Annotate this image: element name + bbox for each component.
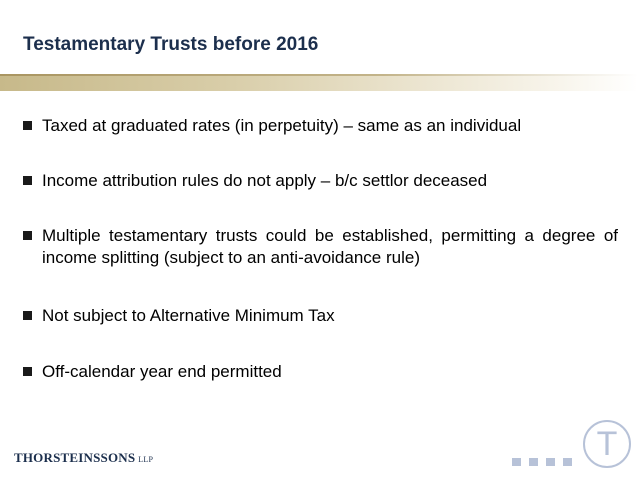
bullet-item [23, 170, 618, 192]
title-divider-line [0, 74, 638, 76]
square-bullet-icon [23, 367, 32, 376]
dot-icon [563, 458, 572, 466]
bullet-item [23, 225, 618, 269]
bullet-text: Taxed at graduated rates (in perpetuity) – same as an individual [42, 116, 522, 135]
company-logo [14, 450, 153, 466]
bullet-text: Multiple testamentary trusts could be established, permitting a degree of income splitting (subject to an anti-avoidance rule) [42, 226, 618, 267]
company-name: THORSTEINSSONS [14, 450, 136, 465]
square-bullet-icon [23, 231, 32, 240]
square-bullet-icon [23, 311, 32, 320]
slide-title: Testamentary Trusts before 2016 [23, 34, 319, 55]
square-bullet-icon [23, 176, 32, 185]
title-divider [0, 74, 638, 91]
bullet-text: Off-calendar year end permitted [42, 362, 282, 381]
t-logo-icon [583, 420, 631, 468]
dot-icon [546, 458, 555, 466]
dot-icon [529, 458, 538, 466]
bullet-item [23, 305, 618, 327]
logo-letter: T [596, 425, 618, 463]
company-suffix: LLP [138, 455, 154, 464]
bullet-item [23, 115, 618, 137]
bullet-text: Income attribution rules do not apply – b/c settlor deceased [42, 171, 488, 190]
dot-icon [512, 458, 521, 466]
bullet-item [23, 361, 618, 383]
square-bullet-icon [23, 121, 32, 130]
bullet-text: Not subject to Alternative Minimum Tax [42, 306, 335, 325]
